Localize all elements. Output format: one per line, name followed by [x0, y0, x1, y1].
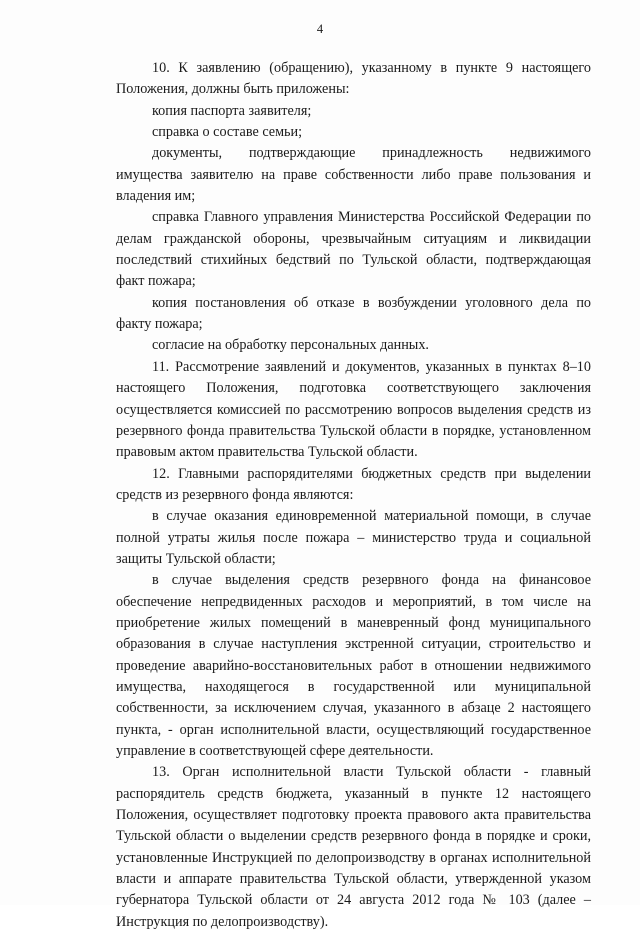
page-number: 4 — [316, 22, 324, 36]
paragraph-10-intro: 10. К заявлению (обращению), указанному в пункте 9 настоящего Положения, должны быть приложены: — [116, 60, 591, 98]
list-item-emergency-certificate: справка Главного управления Министерства Российской Федерации по делам гражданской обороны, чрезвычайным ситуациям и ликвидации последствий стихийных бедствий по Тульской области, подтверждающая факт пожара; — [116, 209, 591, 290]
paragraph-12-intro: 12. Главными распорядителями бюджетных средств при выделении средств из резервного фонда являются: — [116, 465, 591, 503]
document-body — [116, 58, 591, 933]
list-item-passport: копия паспорта заявителя; — [152, 102, 312, 119]
paragraph-13: 13. Орган исполнительной власти Тульской области - главный распорядитель средств бюджета, указанный в пункте 12 настоящего Положения, осуществляет подготовку проекта правового акта правительства Тульской области о выделении средств резервного фонда в порядке и сроки, установленные Инструкцией по делопроизводству в органах исполнительной власти и аппарате правительства Тульской области, утвержденной указом губернатора Тульской области от 24 августа 2012 года № 103 (далее – Инструкция по делопроизводству). — [116, 764, 591, 930]
list-item-criminal-case-refusal: копия постановления об отказе в возбуждении уголовного дела по факту пожара; — [116, 294, 591, 333]
paragraph-12-case-two: в случае выделения средств резервного фонда на финансовое обеспечение непредвиденных расходов и мероприятий, в том числе на приобретение жилых помещений в маневренный фонд муниципального образования в случае наступления экстренной ситуации, строительство и проведение аварийно-восстановительных работ в отношении недвижимого имущества, находящегося в государственной или муниципальной собственности, за исключением случая, указанного в абзаце 2 настоящего пункта, - орган исполнительной власти, осуществляющий государственное управление в соответствующей сфере деятельности. — [116, 572, 591, 759]
paragraph-11: 11. Рассмотрение заявлений и документов, указанных в пунктах 8–10 настоящего Положения, подготовка соответствующего заключения осуществляется комиссией по рассмотрению вопросов выделения средств из резервного фонда правительства Тульской области в порядке, установленном правовым актом правительства Тульской области. — [116, 358, 591, 461]
list-item-personal-data-consent: согласие на обработку персональных данных. — [152, 337, 429, 354]
paragraph-12-case-one: в случае оказания единовременной материальной помощи, в случае полной утраты жилья после пожара – министерство труда и социальной защиты Тульской области; — [116, 508, 591, 567]
list-item-family-certificate: справка о составе семьи; — [152, 124, 303, 141]
list-item-property-documents: документы, подтверждающие принадлежность недвижимого имущества заявителю на праве собственности либо праве пользования и владения им; — [116, 145, 591, 205]
